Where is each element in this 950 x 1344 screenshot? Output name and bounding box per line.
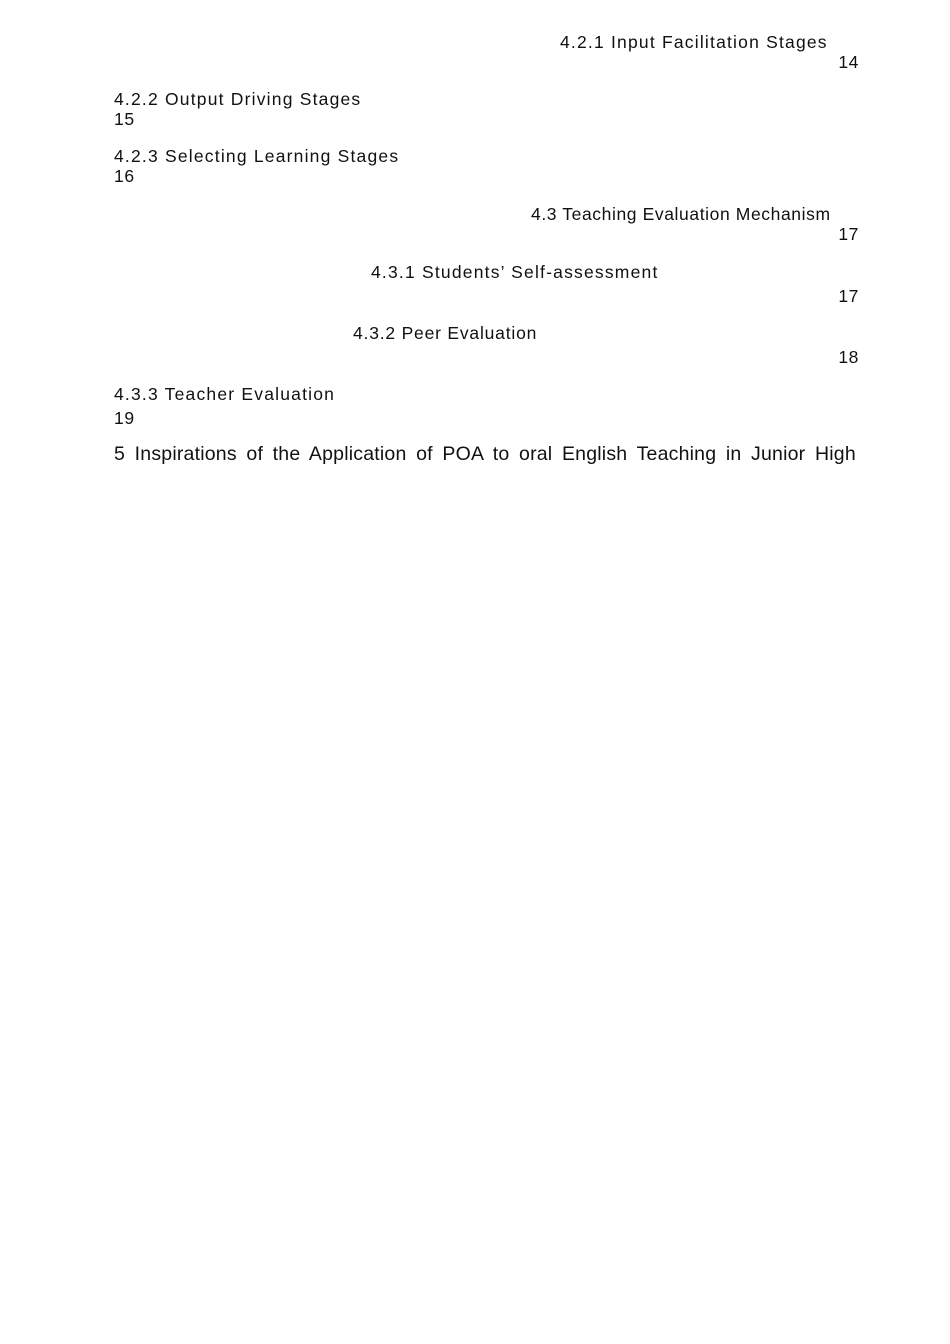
toc-entry-title-4-2-2: 4.2.2 Output Driving Stages (114, 89, 362, 109)
toc-entry-page-4-3-3: 19 (114, 408, 135, 428)
toc-entry-page-4-2-2: 15 (114, 109, 135, 129)
toc-entry-title-4-2-3: 4.2.3 Selecting Learning Stages (114, 146, 400, 166)
toc-entry-page-4-3-1: 17 (838, 286, 859, 306)
toc-entry-page-4-2-3: 16 (114, 166, 135, 186)
toc-entry-page-4-3-2: 18 (838, 347, 859, 367)
toc-entry-title-4-2-1: 4.2.1 Input Facilitation Stages (560, 32, 828, 52)
toc-entry-title-4-3: 4.3 Teaching Evaluation Mechanism (531, 204, 831, 224)
toc-entry-title-4-3-3: 4.3.3 Teacher Evaluation (114, 384, 336, 404)
toc-entry-page-4-2-1: 14 (838, 52, 859, 72)
toc-entry-title-4-3-1: 4.3.1 Students’ Self-assessment (371, 262, 659, 282)
toc-entry-page-4-3: 17 (838, 224, 859, 244)
toc-entry-title-4-3-2: 4.3.2 Peer Evaluation (353, 323, 538, 343)
toc-chapter-5-title: 5 Inspirations of the Application of POA to oral English Teaching in Junior High (114, 443, 856, 465)
